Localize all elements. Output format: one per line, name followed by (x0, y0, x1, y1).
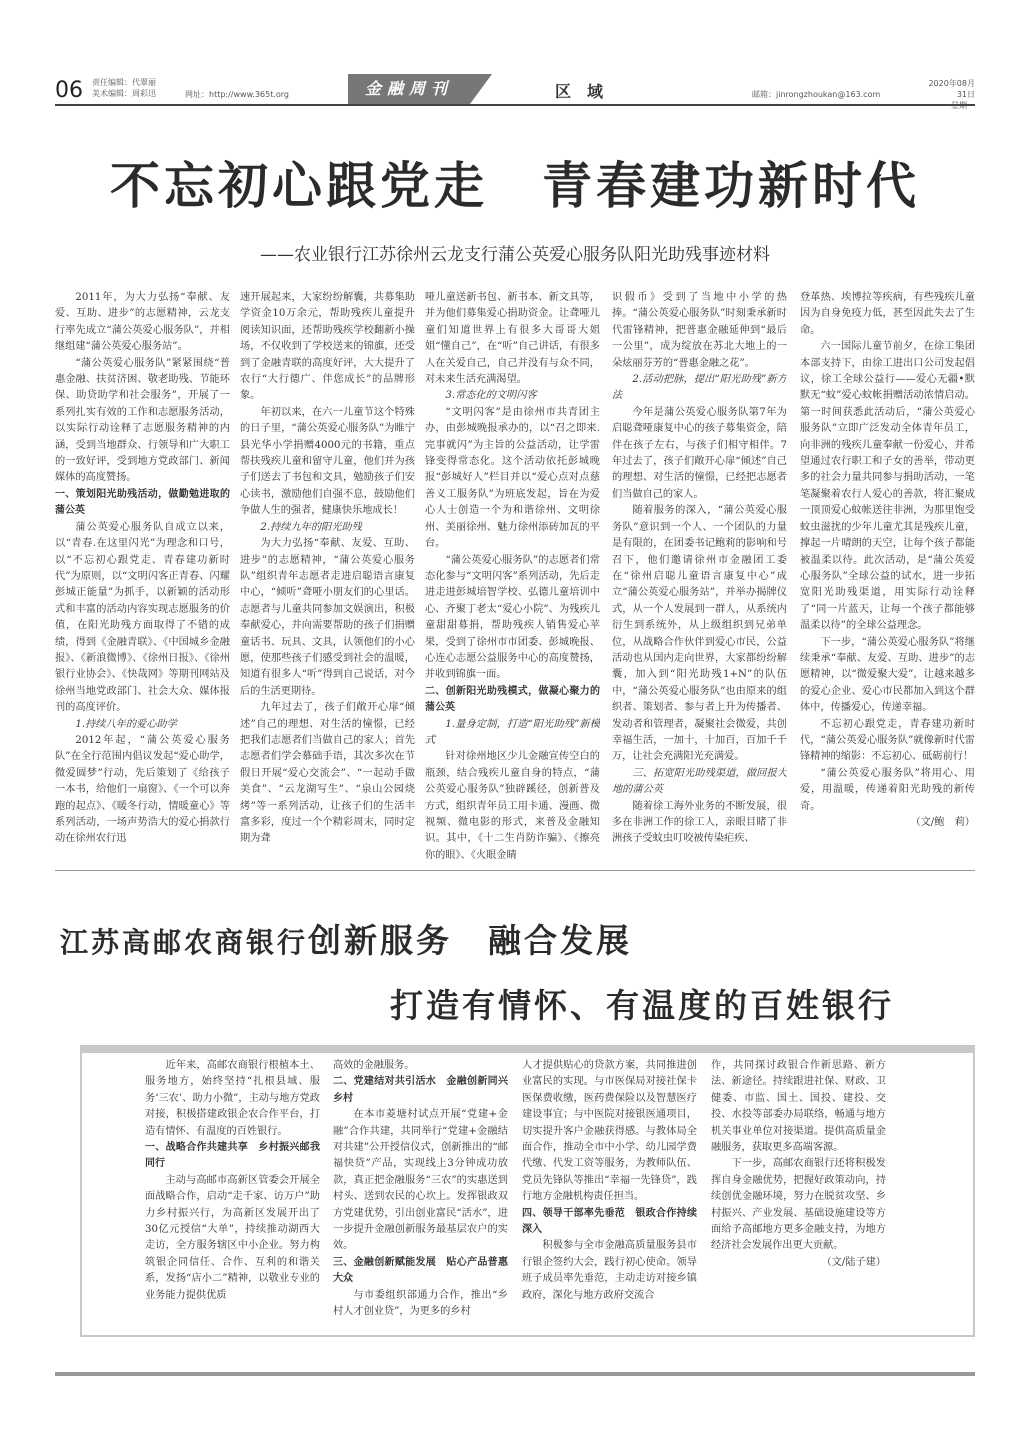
masthead-banner-tail (470, 74, 492, 104)
article1-column-3 (425, 290, 600, 860)
body-paragraph: “蒲公英爱心服务队”的志愿者们常态化参与“文明闪客”系列活动，先后走进走进彭城培智学校、弘德儿童培训中心、齐聚丁老太“爱心小院”、为残疾儿童甜甜募捐，帮助残疾人销售爱心苹果，受到了徐州市市团委、彭城晚报、心连心志愿公益服务中心的高度赞扬，并收到锦旗一面。 (425, 554, 600, 681)
body-paragraph: 哑儿童送新书包、新书本、新文具等，并为他们募集爱心捐助资金。让聋哑儿童们知道世界上有很多大哥哥大姐姐“懂自己”，在“听”自己讲话，有很多人在关爱自己，自己并没有与众不同，对未来生活充满渴望。 (425, 292, 600, 386)
section-heading: 一、策划阳光助残活动，做勤勉进取的蒲公英 (55, 488, 230, 517)
subsection-heading: 2.活动把脉，提出“阳光助残”新方法 (612, 374, 787, 402)
body-paragraph: 速开展起来，大家纷纷解囊，共募集助学资金10万余元，帮助残疾儿童提升阅读知识面，还帮助残疾学校翻新小操场，不仅收到了学校送来的锦旗，还受到了金融青联的高度好评，大大提升了农行“大行德广、伴您成长”的品牌形象。 (240, 292, 415, 402)
subsection-heading: 1.量身定制，打造“阳光助残”新模式 (425, 718, 600, 746)
article2-headline (60, 915, 632, 962)
art-editor-line: 美术编辑：周彩迅 (92, 89, 156, 98)
header-rule (55, 104, 975, 106)
editor-credits (92, 77, 156, 99)
website-url: 网址：http://www.365t.org (185, 90, 290, 99)
body-paragraph: 识假币》受到了当地中小学的热捧。“蒲公英爱心服务队”时刻秉承新时代雷锋精神，把普惠金融延伸到“最后一公里”，成为绽放在苏北大地上的一朵炫丽芬芳的“普惠金融之花”。 (612, 292, 787, 369)
issue-date (920, 78, 975, 111)
body-paragraph: 今年是蒲公英爱心服务队第7年为启聪聋哑康复中心的孩子募集资金，陪伴在孩子左右，与孩子们相守相伴。7年过去了，孩子们敞开心扉“倾述”自己的理想、对生活的憧憬，已经把志愿者们当做自己的家人。 (612, 406, 787, 500)
body-paragraph: 六一国际儿童节前夕，在徐工集团本部支持下，由徐工进出口公司发起倡议，徐工全球公益行——爱心无疆•默默无“蚊”爱心蚊帐捐赠活动浓情启动。第一时间获悉此活动后，“蒲公英爱心服务队”立即广泛发动全体青年员工，向非洲的残疾儿童奉献一份爱心，并希望通过农行职工和子女的善举，带动更多的社会力量共同参与捐助活动，一笔笔凝聚着农行人爱心的善款，将汇聚成一顶顶爱心蚊帐送往非洲，为那里饱受蚊虫滋扰的少年儿童尤其是残疾儿童，撑起一片晴朗的天空，让每个孩子都能被温柔以待。此次活动，是“蒲公英爱心服务队”全球公益的试水，进一步拓宽阳光助残渠道，用实际行动诠释了“同一片蓝天，让每一个孩子都能够温柔以待”的全球公益理念。 (800, 341, 975, 632)
article2-column-3 (522, 1058, 697, 1333)
body-paragraph: 积极参与全市金融高质量服务县市行银企签约大会，践行初心使命。领导班子成员率先垂范，主动走访对接乡镇政府，深化与地方政府交流合 (522, 1240, 697, 1301)
bottom-rule (55, 1372, 975, 1376)
body-paragraph: 下一步，高邮农商银行还将积极发挥自身金融优势，把握好政策动向，持续创优金融环境，努力在脱贫攻坚、乡村振兴、产业发展、基础设施建设等方面给予高邮地方更多金融支持，为地方经济社会发展作出更大贡献。 (711, 1158, 886, 1252)
article1-column-2 (240, 290, 415, 860)
article1-column-5 (800, 290, 975, 860)
section-heading: 二、党建结对共引活水 金融创新同兴乡村 (333, 1076, 508, 1104)
section-divider (55, 870, 975, 871)
subsection-heading: 2.持续九年的阳光助残 (260, 521, 362, 533)
body-paragraph: 九年过去了，孩子们敞开心扉“倾述”自己的理想、对生活的憧憬，已经把我们志愿者们当做自己的家人；首先志愿者们学会慕础手语，其次多次在节假日开展“爱心交流会”、“一起动手做美食”、“云龙湖写生”、“泉山公园烧烤”等一系列活动，让孩子们的生活丰富多彩，度过一个个精彩周末，同时定期为聋 (240, 702, 415, 845)
body-paragraph: 与市委组织部通力合作，推出“乡村人才创业贷”，为更多的乡村 (333, 1289, 508, 1318)
article2-column-1 (145, 1058, 320, 1333)
contact-email: 邮箱：jinrongzhoukan@163.com (752, 90, 881, 99)
subsection-heading: 三、拓宽阳光助残渠道，做回报大地的蒲公英 (612, 767, 787, 796)
body-paragraph: 近年来，高邮农商银行根植本土、服务地方，始终坚持“扎根县域、服务‘三农’、助力小微”，主动与地方党政对接，积极搭建政银企农合作平台，打造有情怀、有温度的百姓银行。 (145, 1060, 320, 1137)
masthead-title: 金融周刊 (364, 79, 453, 98)
body-paragraph: 作，共同探讨政银合作新思路、新方法、新途径。持续跟进社保、财政、卫健委、市监、国土、国投、建投、交投、水投等部委办局联络，畅通与地方机关事业单位对接渠道。提供高质量金融服务，获取更多高端客源。 (711, 1060, 886, 1154)
article2-column-2 (333, 1058, 508, 1333)
section-name: 区域 (555, 82, 620, 101)
date-text: 2020年08月31日 (928, 79, 975, 99)
article2-headline-bank: 江苏高邮农商银行 (60, 926, 309, 959)
author-byline: （文/鲍 莉） (910, 817, 975, 828)
section-heading: 四、领导干部率先垂范 银政合作持续深入 (522, 1207, 697, 1236)
article1-subheadline: ——农业银行江苏徐州云龙支行蒲公英爱心服务队阳光助残事迹材料 (260, 245, 770, 265)
subsection-heading: 3.常态化的文明闪客 (445, 390, 537, 402)
body-paragraph: “蒲公英爱心服务队”将用心、用爱，用温暖，传递着阳光助残的新传奇。 (800, 767, 975, 812)
body-paragraph: 下一步，“蒲公英爱心服务队”将继续秉承“奉献、友爱、互助、进步”的志愿精神，以“微爱聚大爱”，让越来越多的爱心企业、爱心市民都加入到这个群体中，传播爱心，传递幸福。 (800, 636, 975, 714)
body-paragraph: “蒲公英爱心服务队”紧紧围绕“普惠金融、扶贫济困、敬老助残、节能环保、助贷助学和社会服务”，开展了一系列扎实有效的工作和志愿服务活动，以实际行动诠释了志愿服务精神的内涵，受到当地群众、行领导和广大职工的一致好评，受到地方党政部门、新闻媒体的高度赞扬。 (55, 357, 230, 484)
section-heading: 二、创新阳光助残模式，做凝心聚力的蒲公英 (425, 685, 600, 714)
article2-subheadline: 打造有情怀、有温度的百姓银行 (390, 986, 894, 1025)
body-paragraph: 蒲公英爱心服务队自成立以来，以“青春.在这里闪光”为理念和口号，以“不忘初心跟党走、青春建功新时代”为原则，以“文明闪客正青春、闪耀彭城正能量”为抓手，以新颖的活动形式和丰富的活动内容实现志愿服务的价值，在阳光助残方面取得了不错的成绩，得到《金融青联》、《中国城乡金融报》、《新浪微博》、《徐州日报》、《徐州银行业协会》、《快哉网》等期刊网站及徐州当地党政部门、社会大众、媒体报刊的高度评价。 (55, 521, 230, 714)
body-paragraph: 针对徐州地区少儿金融宣传空白的瓶颈，结合残疾儿童自身的特点，“蒲公英爱心服务队”独辟蹊径，创新普及方式，组织青年员工用卡通、漫画、微视频、微电影的形式，来普及金融知识。其中，《十二生肖防诈骗》、《擦亮你的眼》、《火眼金睛 (425, 751, 600, 860)
article1-headline: 不忘初心跟党走 青春建功新时代 (110, 156, 920, 215)
body-paragraph: 年初以来，在六一儿童节这个特殊的日子里，“蒲公英爱心服务队”为睢宁县光华小学捐赠4000元的书籍，重点帮扶残疾儿童和留守儿童，他们并为孩子们送去了书包和文具，勉励孩子们安心读书，激励他们自强不息，鼓励他们争做人生的强者，健康快乐地成长！ (240, 406, 415, 517)
article1-column-1 (55, 290, 230, 860)
body-paragraph: 主动与高邮市高新区管委会开展全面战略合作，启动“走千家、访万户”助力乡村振兴行，为高新区发展开出了30亿元授信“大单”，持续推动湖西大走访，全方服务辖区中小企业。努力构筑银企同信任、合作、互利的和谐关系，发扬“店小二”精神，以敬业专业的业务能力提供优质 (145, 1174, 320, 1301)
editor-line: 责任编辑：代翠丽 (92, 78, 156, 87)
body-paragraph: 高效的金融服务。 (333, 1060, 415, 1071)
body-paragraph: 随着徐工海外业务的不断发展，很多在非洲工作的徐工人，亲眼目睹了非洲孩子受蚊虫叮咬被传染疟疾、 (612, 800, 787, 845)
body-paragraph: “文明闪客”是由徐州市共青团主办，由彭城晚报承办的，以“召之即来.完事就闪”为主旨的公益活动，让学雷锋变得常态化。这个活动依托彭城晚报“彭城好人”栏目并以“爱心点对点慈善义工服务队”为班底发起，旨在为爱心人士创造一个为和谐徐州、文明徐州、美丽徐州、魅力徐州添砖加瓦的平台。 (425, 406, 600, 550)
body-paragraph: 在本市菱塘村试点开展“党建+金融”合作共建，共同举行“党建+金融结对共建”公开授信仪式，创新推出的“邮福快贷”产品，实现线上3分钟成功放款，真正把金融服务“三农”的实惠送到村头、送到农民的心坎上。发挥银政双方党建优势，引出创业富民“活水”，进一步提升金融创新服务最基层农户的实效。 (333, 1109, 508, 1252)
article1-column-4 (612, 290, 787, 860)
body-paragraph: 2012年起，“蒲公英爱心服务队”在全行范围内倡议发起“爱心助学，微爱圆梦”行动，先后策划了《给孩子一本书，给他们一扇窗》、《一个可以奔跑的起点》、《暖冬行动，情暖童心》等系列活动，一场声势浩大的爱心捐款行动在徐州农行迅 (55, 734, 230, 845)
body-paragraph: 2011年，为大力弘扬“奉献、友爱、互助、进步”的志愿精神，云龙支行率先成立“蒲公英爱心服务队”，并相继组建“蒲公英爱心服务站”。 (55, 292, 230, 353)
subsection-heading: 1.持续八年的爱心助学 (75, 718, 177, 730)
body-paragraph: 为大力弘扬“奉献、友爱、互助、进步”的志愿精神，“蒲公英爱心服务队”组织青年志愿者走进启聪语言康复中心，“倾听”聋哑小朋友们的心里话。志愿者与儿童共同参加文娱演出，积极奉献爱心，并向需要帮助的孩子们捐赠童话书、玩具、文具，认领他们的小心愿，使那些孩子们感受到社会的温暖，知道有很多人“听”得到自己说话，对今后的生活更期待。 (240, 538, 415, 697)
body-paragraph: 登革热、埃博拉等疾病，有些残疾儿童因为自身免疫力低，甚至因此失去了生命。 (800, 292, 975, 336)
page-number: 06 (55, 78, 83, 103)
author-byline: （文/陆子建） (821, 1256, 886, 1268)
section-heading: 三、金融创新赋能发展 贴心产品普惠大众 (333, 1256, 508, 1285)
article2-headline-main: 创新服务 融合发展 (308, 921, 633, 960)
body-paragraph: 随着服务的深入，“蒲公英爱心服务队”意识到一个人、一个团队的力量是有限的，在团委书记鲍莉的影响和号召下，他们邀请徐州市金融团工委在“徐州启聪儿童语言康复中心”成立“蒲公英爱心服务站”，并举办揭牌仪式，从一个人发展到一群人，从系统内衍生到系统外，从上级组织到兄弟单位，从战略合作伙伴到爱心市民，公益活动也从国内走向世界，大家都纷纷解囊，加入到“阳光助残1+N”的队伍中，“蒲公英爱心服务队”也由原来的组织者、策划者、参与者上升为传播者、发动者和管理者，凝聚社会微爱，共创幸福生活，一加十，十加百，百加千千万，让社会充满阳光充满爱。 (612, 505, 787, 763)
body-paragraph: 人才提供贴心的贷款方案，共同推进创业富民的实现。与市医保局对接社保卡医保费收缴，医药费保险以及智慧医疗建设事宜；与中医院对接银医通项目，切实提升客户金融获得感。与教体局全面合作，推动全市中小学、幼儿园学费代缴、代发工资等服务，为教师队伍、党员先锋队等推出“幸福一先锋贷”，践行地方金融机构责任担当。 (522, 1060, 697, 1203)
section-heading: 一、战略合作共建共享 乡村振兴邮我同行 (145, 1142, 320, 1170)
article2-column-4 (711, 1058, 886, 1333)
body-paragraph: 不忘初心跟党走，青春建功新时代，“蒲公英爱心服务队”就像新时代雷锋精神的缩影：不忘初心、砥砺前行！ (800, 718, 975, 763)
